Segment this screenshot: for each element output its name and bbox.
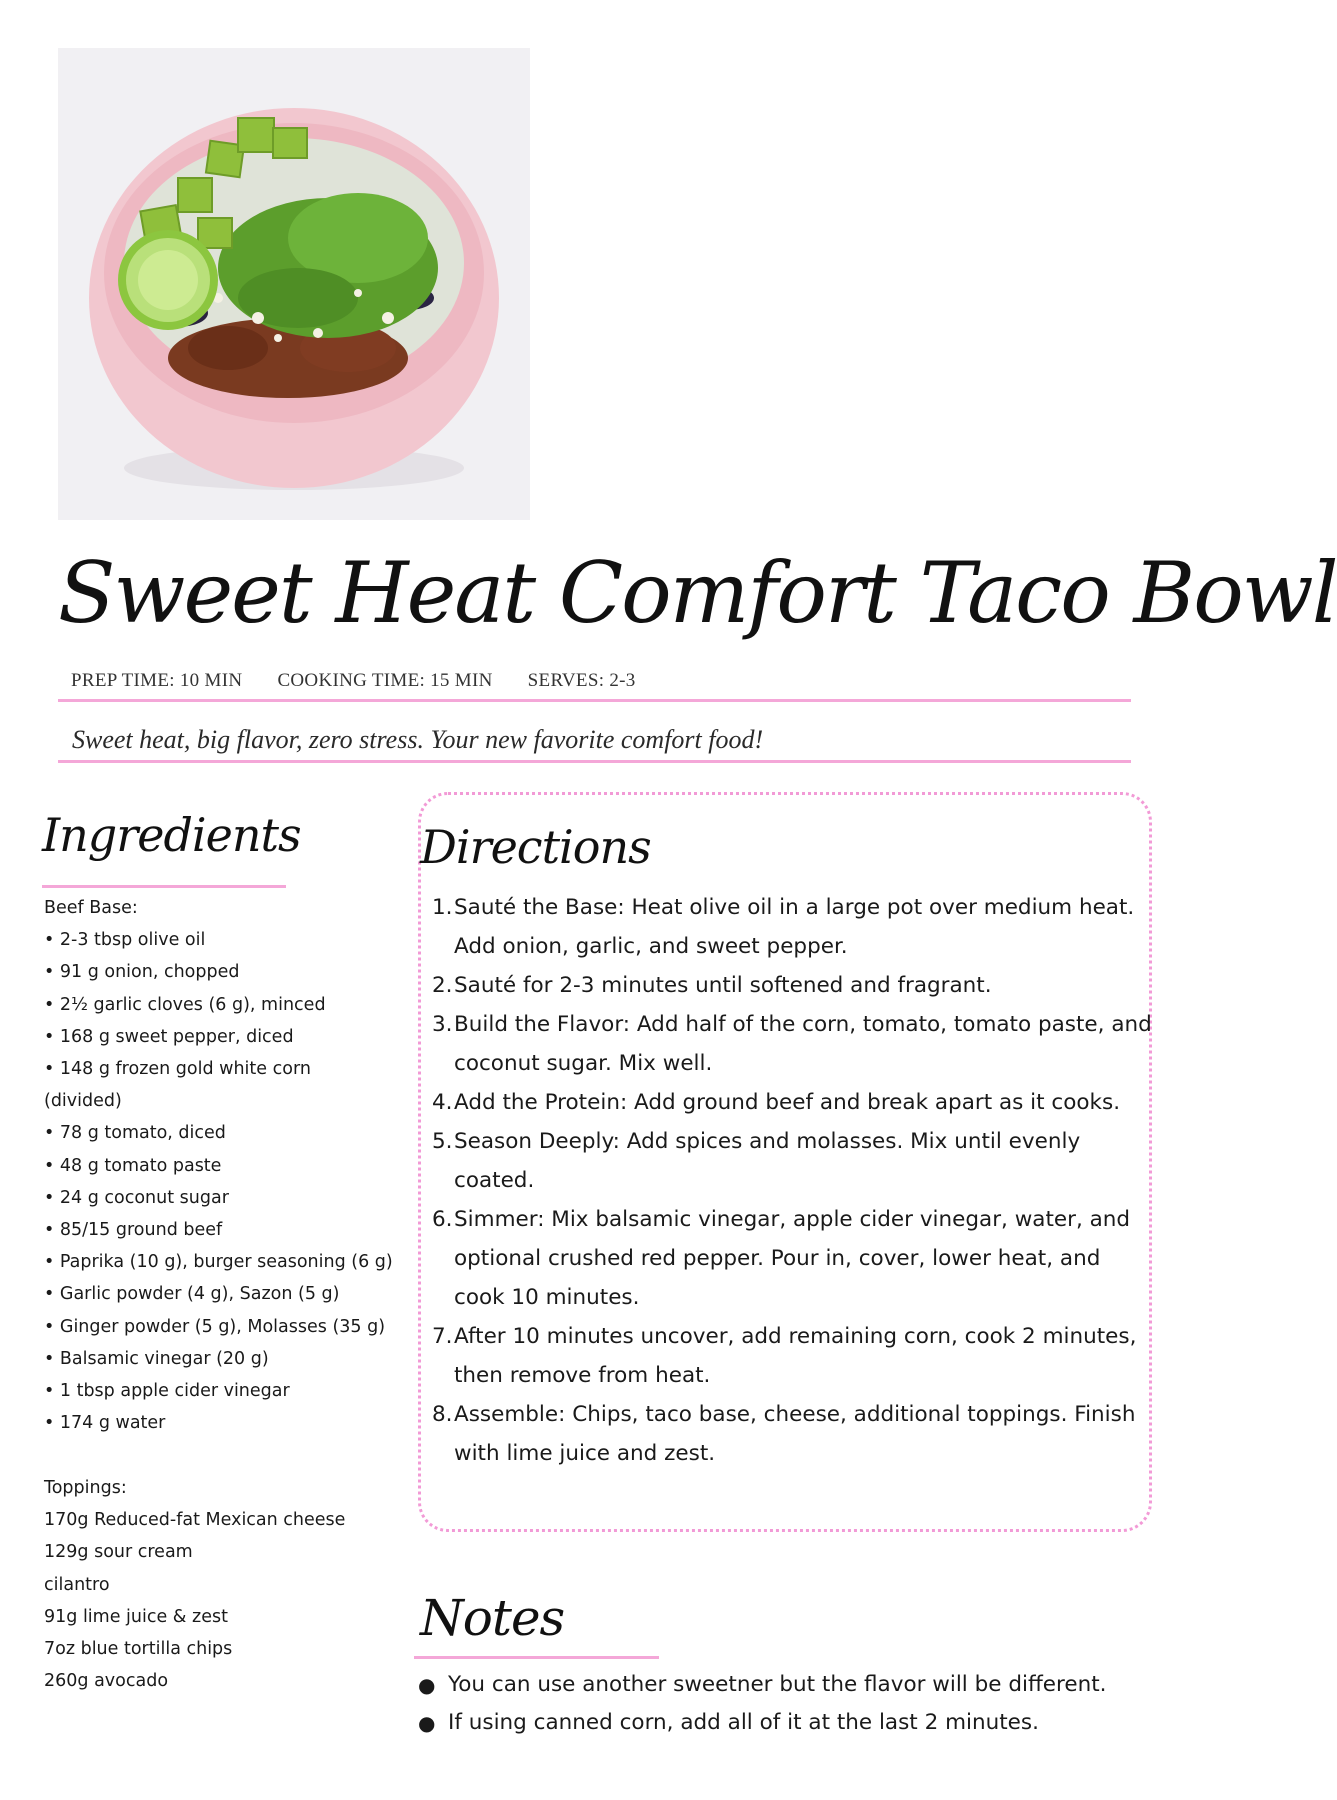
notes-underline: [414, 1656, 659, 1659]
direction-step: [432, 1122, 1152, 1200]
ingredient-item: • Ginger powder (5 g), Molasses (35 g): [44, 1316, 386, 1337]
recipe-photo: [58, 48, 530, 520]
topping-item: 91g lime juice & zest: [44, 1606, 228, 1627]
ingredient-item: • Garlic powder (4 g), Sazon (5 g): [44, 1284, 340, 1305]
step-number: 3.: [432, 1012, 453, 1037]
ingredient-item: • 78 g tomato, diced: [44, 1123, 226, 1144]
step-number: 5.: [432, 1129, 453, 1154]
topping-item: Toppings:: [44, 1478, 127, 1498]
directions-heading: Directions: [420, 820, 651, 874]
direction-step: [432, 1317, 1152, 1395]
direction-step: [432, 888, 1152, 966]
ingredient-item: • Balsamic vinegar (20 g): [44, 1348, 269, 1369]
step-text: Season Deeply: Add spices and molasses. Mix until evenly coated.: [454, 1129, 1081, 1193]
prep-time: PREP TIME: 10 MIN: [71, 670, 243, 691]
cooking-time: COOKING TIME: 15 MIN: [277, 670, 493, 691]
step-text: Sauté for 2-3 minutes until softened and fragrant.: [454, 973, 992, 998]
toppings-list: [44, 1472, 414, 1697]
step-text: Add the Protein: Add ground beef and break apart as it cooks.: [454, 1090, 1121, 1115]
divider: [58, 699, 1131, 702]
topping-item: cilantro: [44, 1574, 110, 1595]
step-number: 4.: [432, 1090, 453, 1115]
step-text: Sauté the Base: Heat olive oil in a large pot over medium heat. Add onion, garlic, and sweet pepper.: [454, 895, 1135, 959]
step-number: 2.: [432, 973, 453, 998]
step-number: 7.: [432, 1324, 453, 1349]
ingredient-item: • 24 g coconut sugar: [44, 1187, 229, 1208]
direction-step: [432, 1005, 1152, 1083]
step-number: 8.: [432, 1402, 453, 1427]
ingredients-underline: [42, 885, 286, 888]
ingredient-item: • Paprika (10 g), burger seasoning (6 g): [44, 1252, 393, 1273]
direction-step: [432, 966, 1152, 1005]
ingredient-item: • 168 g sweet pepper, diced: [44, 1026, 294, 1047]
topping-item: 129g sour cream: [44, 1542, 193, 1563]
ingredient-item: • 91 g onion, chopped: [44, 962, 240, 983]
recipe-title: Sweet Heat Comfort Taco Bowl: [58, 544, 1337, 642]
direction-step: [432, 1083, 1152, 1122]
topping-item: 7oz blue tortilla chips: [44, 1639, 233, 1660]
step-number: 1.: [432, 895, 453, 920]
ingredients-heading: Ingredients: [42, 808, 301, 862]
ingredient-item: • 2-3 tbsp olive oil: [44, 930, 206, 951]
step-text: Build the Flavor: Add half of the corn, tomato, tomato paste, and coconut sugar. Mix well.: [454, 1012, 1152, 1076]
ingredient-item: • 148 g frozen gold white corn: [44, 1059, 311, 1080]
ingredient-item: • 85/15 ground beef: [44, 1220, 223, 1241]
notes-list: [418, 1666, 1158, 1742]
divider: [58, 760, 1131, 763]
step-number: 6.: [432, 1207, 453, 1232]
direction-step: [432, 1200, 1152, 1317]
note-item: [418, 1666, 1158, 1704]
recipe-meta: [71, 670, 666, 698]
ingredients-list: [44, 892, 414, 1439]
step-text: Assemble: Chips, taco base, cheese, additional toppings. Finish with lime juice and zest.: [454, 1402, 1136, 1466]
topping-item: 260g avocado: [44, 1671, 169, 1692]
step-text: After 10 minutes uncover, add remaining corn, cook 2 minutes, then remove from heat.: [454, 1324, 1137, 1388]
note-text: If using canned corn, add all of it at the last 2 minutes.: [448, 1710, 1039, 1735]
note-text: You can use another sweetner but the flavor will be different.: [448, 1672, 1107, 1697]
ingredient-item: • 1 tbsp apple cider vinegar: [44, 1381, 290, 1402]
ingredient-item: Beef Base:: [44, 898, 138, 918]
directions-list: [432, 888, 1152, 1473]
step-text: Simmer: Mix balsamic vinegar, apple cider vinegar, water, and optional crushed red pepper. Pour in, cover, lower heat, and cook 10 minutes.: [454, 1207, 1131, 1310]
bullet-icon: ●: [418, 1673, 436, 1697]
ingredient-item: (divided): [44, 1091, 122, 1112]
note-item: [418, 1704, 1158, 1742]
tagline: Sweet heat, big flavor, zero stress. Your new favorite comfort food!: [72, 725, 764, 754]
bullet-icon: ●: [418, 1711, 436, 1735]
taco-bowl-image: [58, 48, 530, 520]
ingredient-item: • 2½ garlic cloves (6 g), minced: [44, 994, 326, 1015]
ingredient-item: • 48 g tomato paste: [44, 1155, 222, 1176]
topping-item: 170g Reduced-fat Mexican cheese: [44, 1510, 346, 1531]
serves: SERVES: 2-3: [527, 670, 636, 691]
direction-step: [432, 1395, 1152, 1473]
notes-heading: Notes: [420, 1589, 565, 1647]
ingredient-item: • 174 g water: [44, 1413, 166, 1434]
